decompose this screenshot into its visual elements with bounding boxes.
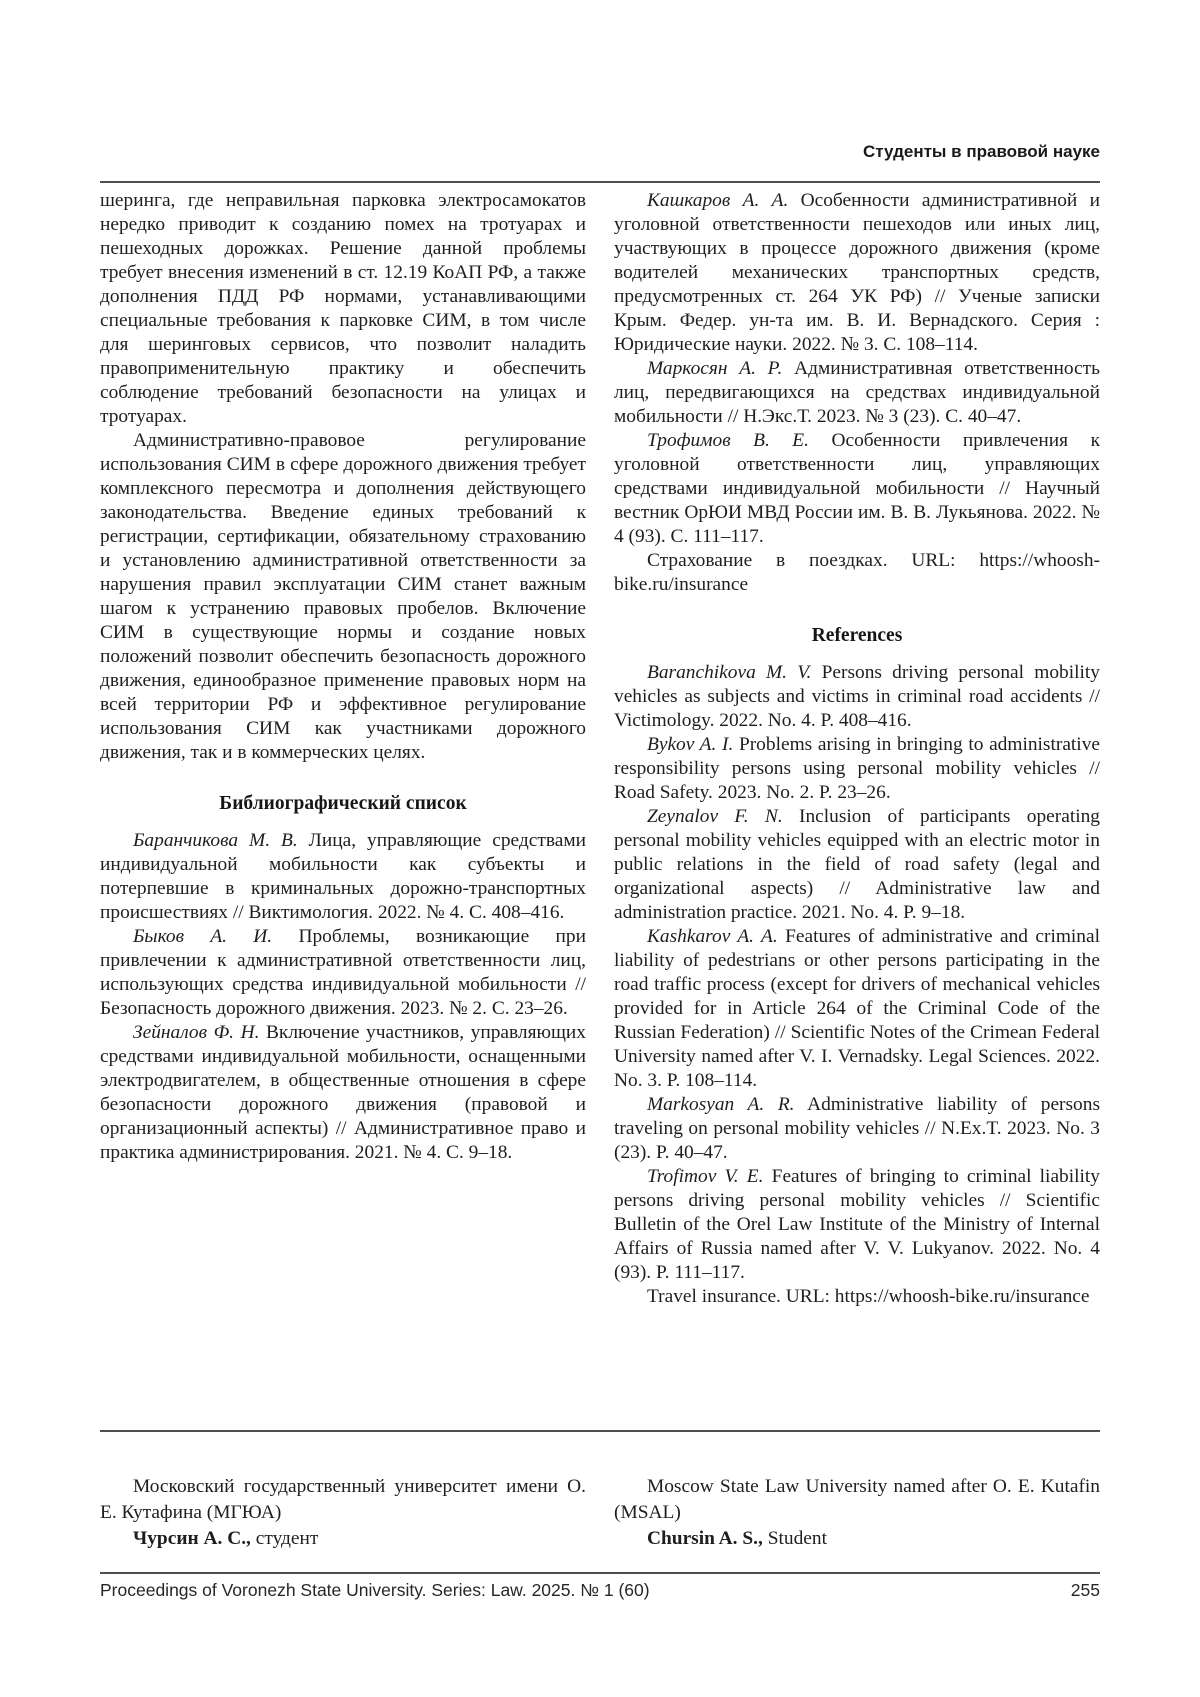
author-role-en: Student — [762, 1528, 827, 1549]
bibliography-entry — [614, 925, 1100, 1093]
bibliography-entry — [614, 661, 1100, 733]
right-column — [614, 189, 1100, 1425]
body-paragraphs — [100, 189, 586, 765]
footer — [100, 1580, 1100, 1601]
text-columns — [100, 189, 1100, 1425]
entry-author: Kashkarov A. A. — [647, 926, 778, 947]
body-paragraph: шеринга, где неправильная парковка электросамокатов нередко приводит к созданию помех на тротуарах и пешеходных дорожках. Решение данной проблемы требует внесения изменений в ст. 12.19 КоАП РФ, а также дополнения ПДД РФ нормами, устанавливающими специальные требования к парковке СИМ, в том числе для шеринговых сервисов, что позволит наладить правоприменительную практику и обеспечить соблюдение требований безопасности на улицах и тротуарах. — [100, 190, 586, 427]
entry-author: Зейналов Ф. Н. — [133, 1022, 260, 1043]
bibliography-entry — [614, 733, 1100, 805]
bibliography-list — [100, 829, 586, 1165]
entry-author: Zeynalov F. N. — [647, 806, 783, 827]
entry-text: Inclusion of participants operating personal mobility vehicles equipped with an electric motor in public relations in the field of road safety (legal and organizational aspects) // Administrative law and administration practice. 2021. No. 4. P. 9–18. — [614, 806, 1100, 923]
bibliography-entry — [100, 925, 586, 1021]
affiliations — [100, 1432, 1100, 1552]
footer-rule — [100, 1572, 1100, 1574]
bibliography-entry — [614, 429, 1100, 549]
author-name-en: Chursin A. S., — [647, 1528, 763, 1549]
entry-text: Лица, управляющие средствами индивидуальной мобильности как субъекты и потерпевшие в криминальных дорожно-транспортных происшествиях // Виктимология. 2022. № 4. С. 408–416. — [100, 830, 586, 923]
entry-text: Особенности привлечения к уголовной ответственности лиц, управляющих средствами индивидуальной мобильности // Научный вестник ОрЮИ МВД России им. В. В. Лукьянова. 2022. № 4 (93). С. 111–117. — [614, 430, 1100, 547]
bibliography-entry — [614, 1093, 1100, 1165]
entry-text: Административная ответственность лиц, передвигающихся на средствах индивидуальной мобильности // Н.Экс.Т. 2023. № 3 (23). С. 40–47. — [614, 358, 1100, 427]
bibliography-entry — [100, 1021, 586, 1165]
entry-author: Trofimov V. E. — [647, 1166, 764, 1187]
bibliography-entry — [614, 805, 1100, 925]
author-line-ru — [100, 1526, 586, 1552]
left-column — [100, 189, 586, 1425]
entry-author: Маркосян А. Р. — [647, 358, 783, 379]
entry-author: Markosyan A. R. — [647, 1094, 795, 1115]
institution-ru: Московский государственный университет имени О. Е. Кутафина (МГЮА) — [100, 1476, 586, 1523]
bibliography-entry — [614, 549, 1100, 597]
entry-author: Bykov A. I. — [647, 734, 734, 755]
running-head: Студенты в правовой науке — [863, 142, 1100, 161]
bibliography-entry — [100, 829, 586, 925]
footer-journal-title: Proceedings of Voronezh State University. Series: Law. 2025. № 1 (60) — [100, 1580, 650, 1600]
entry-text: Проблемы, возникающие при привлечении к административной ответственности лиц, использующих средства индивидуальной мобильности // Безопасность дорожного движения. 2023. № 2. С. 23–26. — [100, 926, 586, 1019]
entry-text: Features of bringing to criminal liability persons driving personal mobility vehicles // Scientific Bulletin of the Orel Law Institute of the Ministry of Internal Affairs of Russia named after V. V. Lukyanov. 2022. No. 4 (93). P. 111–117. — [614, 1166, 1100, 1283]
affiliation-en — [614, 1474, 1100, 1552]
body-paragraph: Административно-правовое регулирование использования СИМ в сфере дорожного движения требует комплексного пересмотра и дополнения действующего законодательства. Введение единых требований к регистрации, сертификации, обязательному страхованию и установлению административной ответственности за нарушения правил эксплуатации СИМ станет важным шагом к устранению правовых пробелов. Включение СИМ в существующие нормы и создание новых положений позволит обеспечить безопасность дорожного движения, единообразное применение правовых норм на всей территории РФ и эффективное регулирование использования СИМ как участниками дорожного движения, так и в коммерческих целях. — [100, 430, 586, 763]
entry-text: Administrative liability of persons traveling on personal mobility vehicles // N.Ex.T. 2023. No. 3 (23). P. 40–47. — [614, 1094, 1100, 1163]
references-heading: References — [811, 625, 903, 646]
bibliography-entry — [614, 1165, 1100, 1285]
entry-text: Особенности административной и уголовной ответственности пешеходов или иных лиц, участвующих в процессе дорожного движения (кроме водителей механических транспортных средств, предусмотренных ст. 264 УК РФ) // Ученые записки Крым. Федер. ун-та им. В. И. Вернадского. Серия : Юридические науки. 2022. № 3. С. 108–114. — [614, 190, 1100, 355]
entry-text: Persons driving personal mobility vehicles as subjects and victims in criminal road accidents // Victimology. 2022. No. 4. P. 408–416. — [614, 662, 1100, 731]
bibliography-heading: Библиографический список — [219, 793, 467, 814]
entry-text: Problems arising in bringing to administrative responsibility persons using personal mobility vehicles // Road Safety. 2023. No. 2. P. 23–26. — [614, 734, 1100, 803]
entry-text: Страхование в поездках. URL: https://whoosh-bike.ru/insurance — [614, 550, 1100, 595]
entry-author: Баранчикова М. В. — [133, 830, 298, 851]
author-role-ru: студент — [250, 1528, 319, 1549]
affiliation-ru — [100, 1474, 586, 1552]
bibliography-entry — [614, 189, 1100, 357]
references-list — [614, 661, 1100, 1309]
author-name-ru: Чурсин А. С., — [133, 1528, 251, 1549]
bibliography-entry — [614, 357, 1100, 429]
bibliography-entry — [614, 1285, 1100, 1309]
entry-text: Features of administrative and criminal liability of pedestrians or other persons participating in the road traffic process (except for drivers of mechanical vehicles provided for in Article 264 of the Criminal Code of the Russian Federation) // Scientific Notes of the Crimean Federal University named after V. I. Vernadsky. Legal Sciences. 2022. No. 3. P. 108–114. — [614, 926, 1100, 1091]
entry-author: Baranchikova M. V. — [647, 662, 812, 683]
header-rule — [100, 181, 1100, 183]
entry-text: Travel insurance. URL: https://whoosh-bike.ru/insurance — [647, 1286, 1090, 1307]
author-line-en — [614, 1526, 1100, 1552]
institution-en: Moscow State Law University named after O. E. Kutafin (MSAL) — [614, 1476, 1100, 1523]
entry-author: Кашкаров А. А. — [647, 190, 789, 211]
footer-page-number: 255 — [1070, 1580, 1100, 1600]
entry-text: Включение участников, управляющих средствами индивидуальной мобильности, оснащенными электродвигателем, в общественные отношения в сфере безопасности дорожного движения (правовой и организационный аспекты) // Административное право и практика администрирования. 2021. № 4. С. 9–18. — [100, 1022, 586, 1163]
entry-author: Быков А. И. — [133, 926, 273, 947]
bibliography-list-continued — [614, 189, 1100, 597]
entry-author: Трофимов В. Е. — [647, 430, 810, 451]
